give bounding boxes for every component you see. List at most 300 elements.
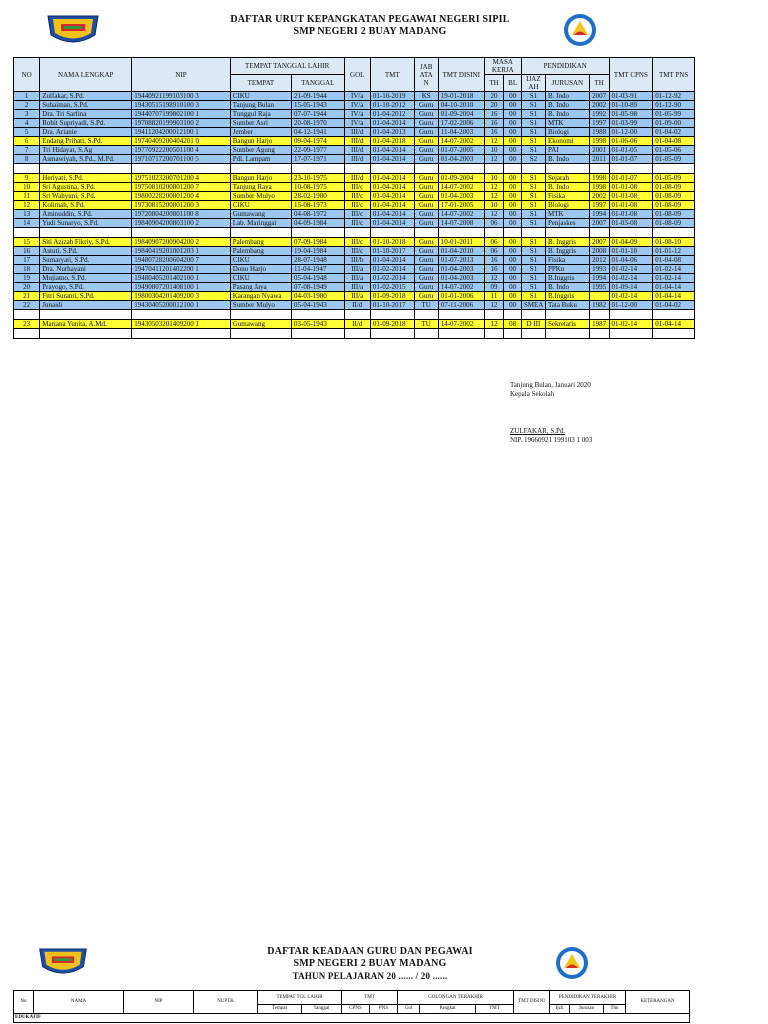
footer-title: DAFTAR KEADAAN GURU DAN PEGAWAI [267,946,473,957]
cell-cpns: 01-01-05 [609,146,653,155]
cell-pns: 01-05-06 [653,146,695,155]
foot-section-label: EDUKATIF [14,1014,690,1023]
cell-gol: III/c [344,192,370,201]
cell-jab: Guru [414,119,438,128]
cell-no: 7 [14,146,40,155]
cell-th [484,228,504,238]
regency-emblem-logo [36,946,90,978]
cell-ijazah: S1 [521,247,545,256]
cell-cpns: 01-05-98 [609,110,653,119]
cell-no: 5 [14,128,40,137]
cell-pth: 2012 [589,256,609,265]
cell-th: 09 [484,283,504,292]
cell-gol: III/c [344,210,370,219]
signature-role: Kepala Sekolah [510,390,555,398]
cell-bl: 00 [504,256,522,265]
cell-gol: III/a [344,274,370,283]
cell-tmt-disini [438,310,484,320]
cell-no: 19 [14,274,40,283]
cell-tanggal: 28-07-1948 [292,256,345,265]
cell-jab: Guru [414,183,438,192]
cell-jab: Guru [414,238,438,247]
cell-pns: 01-08-09 [653,219,695,228]
cell-jurusan: B.Inggris [545,292,589,301]
cell-nama: Dra. Arianie [40,128,132,137]
cell-pth: 1992 [589,110,609,119]
foot-col-notes: KETERANGAN [626,991,690,1014]
cell-th: 16 [484,256,504,265]
cell-no [14,310,40,320]
cell-th: 12 [484,210,504,219]
cell-no: 1 [14,92,40,101]
cell-tanggal [292,329,345,339]
regency-emblem-logo [44,13,102,47]
cell-jurusan: PPKn [545,265,589,274]
cell-nama: Prayogo, S.Pd. [40,283,132,292]
cell-jab [414,310,438,320]
cell-tanggal: 07-08-1949 [292,283,345,292]
cell-gol: III/b [344,256,370,265]
cell-pth: 1997 [589,201,609,210]
col-header-major: JURUSAN [545,75,589,92]
col-header-tmt: TMT [370,58,414,92]
footer-school-name: SMP NEGERI 2 BUAY MADANG [293,958,447,969]
cell-tempat: Gumawang [230,210,291,219]
cell-jab: Guru [414,174,438,183]
cell-bl: 00 [504,128,522,137]
cell-cpns: 01-04-09 [609,238,653,247]
cell-tempat [230,228,291,238]
cell-nip: 19751023200701200 4 [132,174,231,183]
table-row [14,101,695,110]
cell-pth [589,164,609,174]
cell-tanggal: 28-02-1980 [292,192,345,201]
cell-jurusan: B. Indo [545,110,589,119]
cell-th: 20 [484,101,504,110]
cell-gol: III/a [344,265,370,274]
cell-tmt: 01-10-2012 [370,101,414,110]
cell-th: 16 [484,128,504,137]
cell-pns: 01-04-02 [653,301,695,310]
cell-tmt-disini: 10-01-2011 [438,238,484,247]
cell-tmt: 01-02-2014 [370,274,414,283]
cell-pns [653,329,695,339]
cell-jab: Guru [414,155,438,164]
cell-tmt: 01-09-2018 [370,320,414,329]
cell-nip: 19470411201402200 1 [132,265,231,274]
cell-nip: 19480405201402100 1 [132,274,231,283]
cell-pns: 01-04-14 [653,292,695,301]
cell-jab: TU [414,301,438,310]
cell-jurusan: B. Indo [545,283,589,292]
cell-jab: Guru [414,210,438,219]
table-row [14,164,695,174]
cell-tanggal: 20-08-1970 [292,119,345,128]
signature-nip: NIP. 19660921 199103 1 003 [510,436,593,444]
cell-jurusan: Sekretaris [545,320,589,329]
cell-ijazah: S1 [521,119,545,128]
cell-tmt: 01-04-2014 [370,210,414,219]
cell-pns [653,164,695,174]
cell-pns: 01-01-12 [653,247,695,256]
cell-gol [344,228,370,238]
cell-no: 10 [14,183,40,192]
cell-cpns [609,310,653,320]
table-row [14,110,695,119]
cell-bl [504,164,522,174]
cell-tempat: Pdl. Lampam [230,155,291,164]
cell-bl: 00 [504,192,522,201]
cell-tmt: 01-09-2018 [370,292,414,301]
cell-no: 21 [14,292,40,301]
cell-nip: 19440921199103100 3 [132,92,231,101]
cell-nama: Heriyati, S.Pd. [40,174,132,183]
cell-tempat: Pasang Jaya [230,283,291,292]
cell-gol: IV/a [344,92,370,101]
cell-tempat: CIKU [230,256,291,265]
cell-nama: Dra. Tri Sarfina [40,110,132,119]
cell-pth: 2007 [589,238,609,247]
cell-jab: Guru [414,292,438,301]
cell-cpns [609,228,653,238]
cell-tmt: 01-04-2014 [370,256,414,265]
cell-tempat: Lab. Maringgai [230,219,291,228]
cell-tempat: Sumber Asri [230,119,291,128]
table-row [14,174,695,183]
cell-tmt: 01-04-2013 [370,128,414,137]
cell-pns: 01-12-92 [653,92,695,101]
cell-jab: Guru [414,256,438,265]
cell-tmt-disini: 17-01-2005 [438,201,484,210]
table-row [14,92,695,101]
cell-gol: III/d [344,155,370,164]
cell-nip: 19440707199802100 1 [132,110,231,119]
cell-ijazah: S1 [521,174,545,183]
col-header-tmt-here: TMT DISINI [438,58,484,92]
foot-col-nuptk: NUPTK [194,991,258,1014]
cell-ijazah [521,329,545,339]
cell-nip [132,329,231,339]
cell-tempat: Tunggul Raja [230,110,291,119]
cell-jurusan: Sejarah [545,174,589,183]
cell-jurusan: PAI [545,146,589,155]
table-row [14,146,695,155]
cell-jurusan: Biologi [545,201,589,210]
cell-tempat: Tanjung Raya [230,183,291,192]
cell-jab: Guru [414,192,438,201]
cell-tanggal: 15-05-1943 [292,101,345,110]
cell-cpns: 01-03-91 [609,92,653,101]
cell-jab: Guru [414,219,438,228]
cell-tmt: 01-02-2015 [370,283,414,292]
cell-nama: Endang Prihati, S.Pd. [40,137,132,146]
col-header-grad-year: TH [589,75,609,92]
cell-tempat: Bangun Harjo [230,137,291,146]
cell-cpns: 01-06-06 [609,137,653,146]
cell-jurusan: MTK [545,210,589,219]
cell-no: 20 [14,283,40,292]
cell-gol: III/a [344,283,370,292]
cell-nip: 19730815200801200 3 [132,201,231,210]
cell-tmt-disini: 14-07-2008 [438,219,484,228]
cell-gol: III/c [344,247,370,256]
cell-pns: 01-04-14 [653,320,695,329]
table-row [14,329,695,339]
cell-nip: 19740409200404201 0 [132,137,231,146]
cell-th: 16 [484,265,504,274]
cell-tmt: 01-04-2014 [370,201,414,210]
cell-tmt: 01-10-2017 [370,247,414,256]
cell-cpns: 01-01-07 [609,174,653,183]
cell-tanggal: 04-08-1972 [292,210,345,219]
cell-ijazah: S2 [521,155,545,164]
signature-name: ZULFAKAR, S.Pd. [510,427,566,435]
cell-nip [132,228,231,238]
cell-tanggal: 07-07-1944 [292,110,345,119]
cell-bl: 00 [504,301,522,310]
cell-bl [504,329,522,339]
foot-col-place: Tempat [258,1005,302,1014]
cell-nip: 19480728200604200 7 [132,256,231,265]
cell-tanggal: 09-04-1974 [292,137,345,146]
foot-col-year: Thn [604,1005,626,1014]
cell-jurusan: MTK [545,119,589,128]
cell-tempat: CIKU [230,92,291,101]
cell-th: 16 [484,110,504,119]
cell-no: 14 [14,219,40,228]
cell-ijazah: S1 [521,146,545,155]
cell-pns: 01-09-00 [653,119,695,128]
cell-nama: Siti Azizah Fikriy, S.Pd. [40,238,132,247]
table-row [14,119,695,128]
table-row [14,256,695,265]
cell-bl [504,228,522,238]
cell-tempat [230,310,291,320]
col-header-months: BL [504,75,522,92]
cell-cpns: 01-02-14 [609,265,653,274]
cell-pns [653,228,695,238]
cell-pth: 1988 [589,128,609,137]
cell-nip: 19430515198910100 3 [132,101,231,110]
cell-jab: Guru [414,101,438,110]
cell-bl: 00 [504,183,522,192]
cell-no [14,329,40,339]
cell-th: 06 [484,247,504,256]
col-header-tmt-cpns: TMT CPNS [609,58,653,92]
cell-tmt [370,228,414,238]
cell-tempat [230,329,291,339]
cell-jab: TU [414,320,438,329]
table-row [14,192,695,201]
cell-no: 12 [14,201,40,210]
cell-nama: Sumaryati, S.Pd. [40,256,132,265]
cell-ijazah: S1 [521,292,545,301]
cell-jurusan [545,164,589,174]
cell-jab: Guru [414,128,438,137]
cell-th: 10 [484,174,504,183]
cell-bl: 00 [504,137,522,146]
cell-tmt: 01-04-2014 [370,183,414,192]
cell-tanggal: 03-05-1943 [292,320,345,329]
cell-pth [589,292,609,301]
foot-col-cpns: CPNS [342,1005,370,1014]
table-row [14,301,695,310]
cell-bl [504,310,522,320]
cell-tempat [230,164,291,174]
cell-tempat: CIKU [230,274,291,283]
col-header-nip: NIP [132,58,231,92]
col-header-tmt-pns: TMT PNS [653,58,695,92]
cell-th [484,164,504,174]
cell-pth [589,228,609,238]
cell-tanggal: 10-08-1975 [292,183,345,192]
cell-bl: 00 [504,292,522,301]
cell-nip: 19840904200803100 2 [132,219,231,228]
cell-pth: 1994 [589,210,609,219]
col-header-no: NO [14,58,40,92]
table-row [14,228,695,238]
cell-ijazah: SMEA [521,301,545,310]
cell-cpns: 01-02-14 [609,320,653,329]
cell-ijazah: S1 [521,101,545,110]
cell-tmt: 01-04-2012 [370,110,414,119]
cell-pth: 1998 [589,174,609,183]
cell-th: 12 [484,183,504,192]
cell-no [14,228,40,238]
cell-tanggal: 22-09-1977 [292,146,345,155]
cell-pns: 01-04-08 [653,256,695,265]
cell-jurusan [545,228,589,238]
cell-tmt-disini: 01-01-2006 [438,292,484,301]
cell-ijazah: S1 [521,256,545,265]
cell-bl: 00 [504,119,522,128]
cell-cpns: 01-12-00 [609,128,653,137]
cell-jurusan: Biologi [545,128,589,137]
cell-nama: Sri Wahyuni, S.Pd. [40,192,132,201]
cell-tempat: Jember [230,128,291,137]
cell-tmt [370,329,414,339]
cell-gol: II/d [344,301,370,310]
cell-no: 11 [14,192,40,201]
cell-jab: Guru [414,137,438,146]
cell-gol [344,164,370,174]
cell-nip: 19430503201409200 1 [132,320,231,329]
foot-col-rank: Pangkat [420,1005,476,1014]
cell-cpns: 01-01-07 [609,155,653,164]
cell-tmt: 01-02-2014 [370,265,414,274]
col-header-name: NAMA LENGKAP [40,58,132,92]
cell-ijazah: S1 [521,201,545,210]
cell-no: 18 [14,265,40,274]
table-row [14,210,695,219]
cell-no: 4 [14,119,40,128]
school-name: SMP NEGERI 2 BUAY MADANG [293,26,447,37]
cell-cpns: 01-01-08 [609,201,653,210]
cell-th: 12 [484,274,504,283]
cell-tempat: Palembang [230,247,291,256]
cell-tmt: 01-04-2014 [370,146,414,155]
cell-jurusan: B. Inggris [545,247,589,256]
cell-gol: III/d [344,128,370,137]
cell-tempat: Bangun Harjo [230,174,291,183]
cell-jab [414,329,438,339]
cell-tanggal: 04-09-1984 [292,219,345,228]
cell-jab: KS [414,92,438,101]
cell-cpns [609,329,653,339]
foot-col-pns: PNS [370,1005,398,1014]
cell-gol: III/c [344,238,370,247]
cell-bl: 00 [504,101,522,110]
foot-col-nip: NIP [124,991,194,1014]
cell-cpns: 01-03-99 [609,119,653,128]
cell-tempat: Sumber Agung [230,146,291,155]
cell-ijazah: S1 [521,110,545,119]
staff-status-table [13,990,690,1023]
cell-th: 20 [484,92,504,101]
cell-gol: IV/a [344,119,370,128]
cell-tanggal: 17-07-1971 [292,155,345,164]
cell-tanggal: 15-08-1973 [292,201,345,210]
cell-jab: Guru [414,201,438,210]
cell-tmt-disini: 01-09-2004 [438,110,484,119]
cell-tmt-disini: 11-04-2003 [438,128,484,137]
cell-tmt-disini: 01-07-2013 [438,256,484,265]
cell-tanggal [292,228,345,238]
cell-jurusan: B. Indo [545,155,589,164]
cell-no: 22 [14,301,40,310]
cell-nip: 19490807201408100 1 [132,283,231,292]
cell-ijazah: S1 [521,283,545,292]
cell-tmt-disini: 01-04-2010 [438,247,484,256]
cell-cpns: 01-01-08 [609,192,653,201]
cell-pns: 01-08-09 [653,201,695,210]
foot-col-major: Jurusan [570,1005,604,1014]
cell-bl: 00 [504,210,522,219]
cell-tmt: 01-10-2018 [370,238,414,247]
cell-tmt-disini [438,329,484,339]
cell-pns: 01-04-14 [653,283,695,292]
cell-th: 12 [484,155,504,164]
cell-tmt [370,164,414,174]
cell-bl: 00 [504,283,522,292]
cell-ijazah: S1 [521,238,545,247]
cell-cpns: 01-10-89 [609,101,653,110]
cell-cpns: 01-04-06 [609,256,653,265]
foot-col-birth: TEMPAT TGL LAHIR [258,991,342,1005]
cell-nip: 19840907200904200 2 [132,238,231,247]
cell-gol: III/c [344,201,370,210]
cell-nama: Zulfakar, S.Pd. [40,92,132,101]
foot-col-diploma: Ijzh [550,1005,570,1014]
cell-tanggal [292,164,345,174]
cell-gol: III/d [344,137,370,146]
cell-gol [344,310,370,320]
cell-cpns: 01-01-08 [609,210,653,219]
cell-bl: 00 [504,146,522,155]
cell-ijazah: S1 [521,219,545,228]
col-header-gol: GOL [344,58,370,92]
cell-nama: Mariana Yunita, A.Md. [40,320,132,329]
foot-col-tmt-here: TMT DISINI [514,991,550,1014]
table-row [14,320,695,329]
cell-nip: 19720804200801100 8 [132,210,231,219]
cell-no: 6 [14,137,40,146]
cell-bl: 00 [504,174,522,183]
cell-pns: 01-05-09 [653,174,695,183]
cell-tempat: Dono Harjo [230,265,291,274]
cell-pth [589,329,609,339]
foot-col-last-rank: GOLONGAN TERAKHIR [398,991,514,1005]
